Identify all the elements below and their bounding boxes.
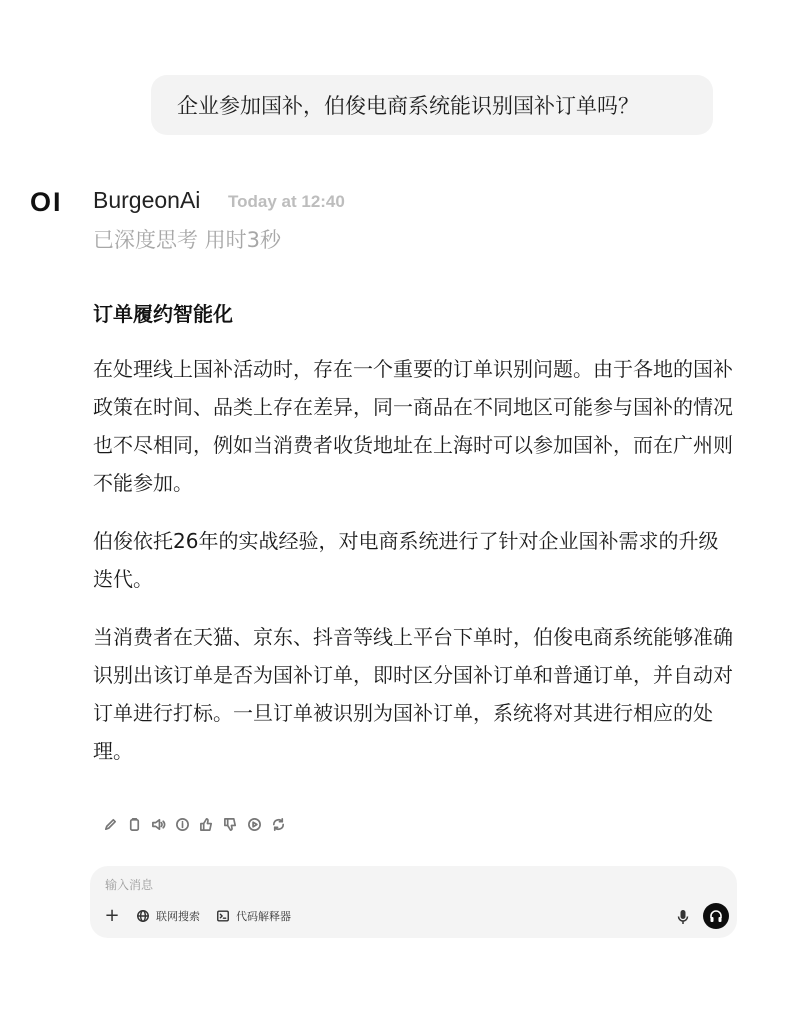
web-search-label: 联网搜索 xyxy=(156,910,200,923)
microphone-icon[interactable] xyxy=(675,908,691,926)
response-paragraph: 在处理线上国补活动时，存在一个重要的订单识别问题。由于各地的国补政策在时间、品类上存在差异，同一商品在不同地区可能参与国补的情况也不尽相同，例如当消费者收货地址在上海时可以参加国补，而在广州则不能参加。 xyxy=(93,357,733,495)
assistant-response xyxy=(93,298,733,790)
assistant-name: BurgeonAi xyxy=(93,187,201,213)
thumbs-up-icon[interactable] xyxy=(197,815,215,833)
globe-icon xyxy=(136,909,150,923)
edit-icon[interactable] xyxy=(101,815,119,833)
assistant-logo: OI xyxy=(30,187,63,217)
composer-toolbar xyxy=(104,906,291,926)
response-paragraph: 伯俊依托26年的实战经验，对电商系统进行了针对企业国补需求的升级迭代。 xyxy=(93,529,719,591)
copy-icon[interactable] xyxy=(125,815,143,833)
code-interpreter-label: 代码解释器 xyxy=(236,910,291,923)
headphones-icon xyxy=(708,908,724,924)
response-heading: 订单履约智能化 xyxy=(93,302,233,326)
user-message-text: 企业参加国补，伯俊电商系统能识别国补订单吗？ xyxy=(177,94,639,118)
response-paragraph: 当消费者在天猫、京东、抖音等线上平台下单时，伯俊电商系统能够准确识别出该订单是否为国补订单，即时区分国补订单和普通订单，并自动对订单进行打标。一旦订单被识别为国补订单，系统将对其进行相应的处理。 xyxy=(93,625,733,763)
code-interpreter-button[interactable] xyxy=(216,906,291,926)
regenerate-icon[interactable] xyxy=(269,815,287,833)
info-icon[interactable] xyxy=(173,815,191,833)
web-search-button[interactable] xyxy=(136,906,200,926)
play-icon[interactable] xyxy=(245,815,263,833)
terminal-icon xyxy=(216,909,230,923)
plus-icon[interactable]: + xyxy=(104,905,120,926)
thinking-status[interactable]: 已深度思考 用时3秒 xyxy=(93,228,282,252)
speaker-icon[interactable] xyxy=(149,815,167,833)
voice-mode-button[interactable] xyxy=(703,903,729,929)
message-composer xyxy=(90,866,737,938)
user-message-bubble xyxy=(151,75,713,135)
message-input[interactable] xyxy=(105,878,665,892)
message-action-bar xyxy=(101,815,287,833)
message-timestamp: Today at 12:40 xyxy=(228,192,345,211)
thumbs-down-icon[interactable] xyxy=(221,815,239,833)
